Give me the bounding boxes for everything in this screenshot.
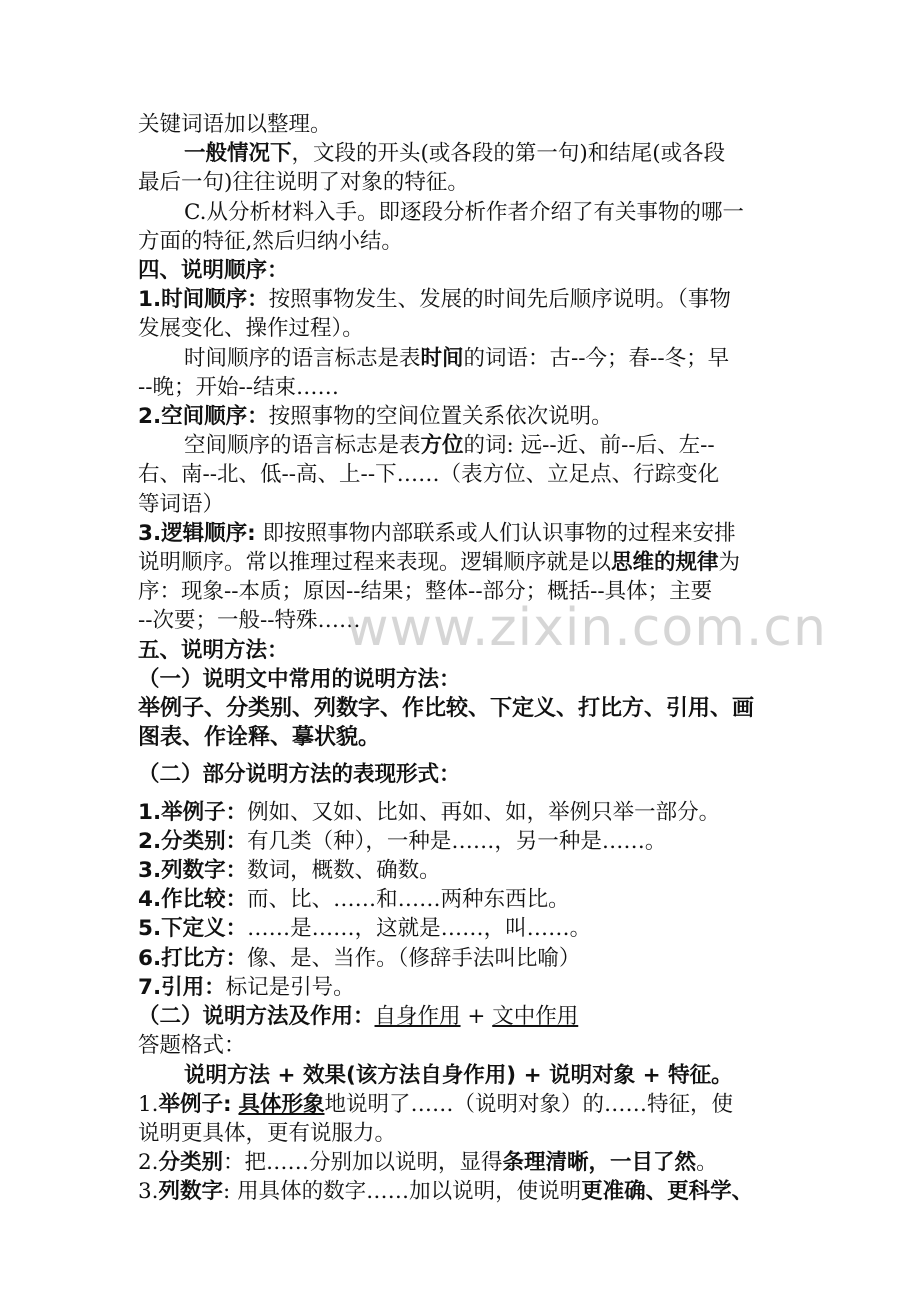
text-line [138, 344, 784, 373]
form-label: 4.作比较： [138, 887, 248, 913]
form-label: 7.引用： [138, 974, 226, 1000]
bold-term: 条理清晰，一目了然 [502, 1150, 697, 1176]
form-item [138, 944, 784, 973]
bold-term: 一般情况下 [184, 141, 292, 167]
form-item [138, 856, 784, 885]
text-span: 空间顺序的语言标志是表 [184, 433, 421, 459]
text-line [138, 402, 784, 431]
text-span: : 用具体的数字……加以说明，使说明 [223, 1179, 582, 1205]
form-item [138, 885, 784, 914]
text-line: 说明更具体，更有说服力。 [138, 1120, 397, 1146]
text-line: 方面的特征,然后归纳小结。 [138, 228, 403, 254]
text-span: 1. [138, 1091, 159, 1117]
bold-term: 分类别 [158, 1150, 224, 1176]
document-body [138, 110, 784, 1207]
text-line [138, 519, 784, 548]
watermark: www.zixin.com.cn [346, 598, 827, 658]
form-text: ……是……，这就是……，叫……。 [247, 916, 592, 942]
bold-term: 1.时间顺序： [138, 287, 269, 313]
method-list-line: 图表、作诠释、摹状貌。 [138, 725, 381, 751]
heading-text: （二）说明方法及作用： [138, 1004, 375, 1030]
text-span: 按照事物发生、发展的时间先后顺序说明。（事物 [268, 287, 731, 313]
bold-term: 3.逻辑顺序: [138, 520, 256, 546]
form-item [138, 973, 784, 1002]
text-line [138, 548, 784, 577]
text-line: 等词语） [138, 491, 225, 517]
text-span: 说明顺序。常以推理过程来表现。逻辑顺序就是以 [138, 550, 612, 576]
bold-term: 举例子: [158, 1091, 232, 1117]
plus-sign: + [460, 1004, 493, 1030]
underlined-term: 文中作用 [492, 1004, 579, 1030]
form-text: 标记是引号。 [225, 974, 355, 1000]
text-line: 发展变化、操作过程）。 [138, 316, 364, 342]
underlined-term: 自身作用 [374, 1004, 461, 1030]
text-line: C.从分析材料入手。即逐段分析作者介绍了有关事物的哪一 [184, 199, 745, 225]
text-line: 序：现象--本质；原因--结果；整体--部分；概括--具体；主要 [138, 579, 713, 605]
text-line: 答题格式： [138, 1033, 246, 1059]
form-label: 6.打比方： [138, 945, 248, 971]
bold-term: 方位 [420, 433, 464, 459]
subsection-heading: （二）部分说明方法的表现形式： [138, 762, 461, 788]
text-line: --晚；开始--结束…… [138, 374, 340, 400]
form-label: 5.下定义： [138, 916, 248, 942]
subsection-heading [138, 1002, 784, 1031]
text-span: 即按照事物内部联系或人们认识事物的过程来安排 [255, 520, 736, 546]
text-line [138, 139, 784, 168]
text-line [138, 285, 784, 314]
text-span: 地说明了……（说明对象）的……特征，使 [324, 1091, 733, 1117]
form-label: 2.分类别： [138, 828, 248, 854]
text-span: 为 [718, 550, 741, 576]
text-span: ：把……分别加以说明，显得 [223, 1150, 503, 1176]
bold-term: 列数字 [158, 1179, 224, 1205]
answer-format: 说明方法 + 效果(该方法自身作用) + 说明对象 + 特征。 [184, 1062, 733, 1088]
bold-term: 更准确、更科学、 [581, 1179, 754, 1205]
text-line [138, 1177, 784, 1206]
form-label: 1.举例子： [138, 799, 248, 825]
text-line [138, 431, 784, 460]
form-label: 3.列数字： [138, 858, 248, 884]
bold-term: 2.空间顺序： [138, 404, 269, 430]
form-text: 有几类（种），一种是……，另一种是……。 [247, 828, 667, 854]
section-heading: 五、说明方法： [138, 637, 289, 663]
form-text: 例如、又如、比如、再如、如，举例只举一部分。 [247, 799, 721, 825]
text-span: 。 [696, 1150, 718, 1176]
subsection-heading: （一）说明文中常用的说明方法： [138, 666, 461, 692]
form-item [138, 827, 784, 856]
form-item [138, 914, 784, 943]
method-list-line: 举例子、分类别、列数字、作比较、下定义、打比方、引用、画 [138, 696, 755, 722]
text-span: 3. [138, 1179, 159, 1205]
text-span: 按照事物的空间位置关系依次说明。 [268, 404, 613, 430]
form-text: 而、比、……和……两种东西比。 [247, 887, 570, 913]
text-span: ，文段的开头(或各段的第一句)和结尾(或各段 [291, 141, 726, 167]
text-span: 的词: 远--近、前--后、左-- [463, 433, 715, 459]
text-line: --次要；一般--特殊…… [138, 608, 361, 634]
form-text: 像、是、当作。（修辞手法叫比喻） [247, 945, 581, 971]
bold-term: 思维的规律 [611, 550, 719, 576]
text-span: 时间顺序的语言标志是表 [184, 345, 421, 371]
text-line: 关键词语加以整理。 [138, 112, 332, 137]
text-line [138, 1090, 784, 1119]
underlined-term: 具体形象 [238, 1091, 325, 1117]
text-span: 2. [138, 1150, 159, 1176]
bold-term: 时间 [420, 345, 464, 371]
text-line: 右、南--北、低--高、上--下……（表方位、立足点、行踪变化 [138, 462, 720, 488]
text-line: 最后一句)往往说明了对象的特征。 [138, 170, 469, 196]
section-heading: 四、说明顺序： [138, 258, 289, 284]
text-span: 的词语：古--今；春--冬；早 [463, 345, 730, 371]
form-text: 数词，概数、确数。 [247, 858, 441, 884]
form-item [138, 798, 784, 827]
text-line [138, 1148, 784, 1177]
